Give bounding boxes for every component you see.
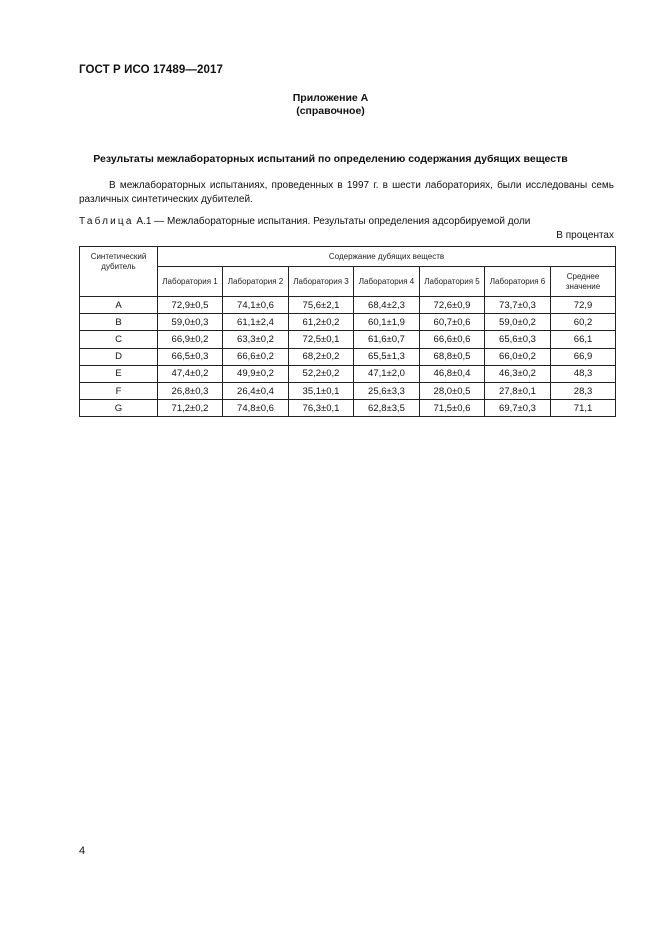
table-cell: 66,9 xyxy=(551,348,616,365)
table-cell: 60,7±0,6 xyxy=(420,314,485,331)
table-cell: 72,9 xyxy=(551,297,616,314)
table-cell: 68,8±0,5 xyxy=(420,348,485,365)
table-cell: 52,2±0,2 xyxy=(289,365,354,382)
table-cell: 74,8±0,6 xyxy=(223,400,289,417)
table-cell: 66,0±0,2 xyxy=(485,348,551,365)
table-cell: 46,3±0,2 xyxy=(485,365,551,382)
table-cell: 65,6±0,3 xyxy=(485,331,551,348)
table-caption xyxy=(79,216,530,227)
table-cell: 68,2±0,2 xyxy=(289,348,354,365)
table-cell: 76,3±0,1 xyxy=(289,400,354,417)
table-cell: 66,9±0,2 xyxy=(158,331,223,348)
header-synthetic-tanning-agent: Синтетический дубитель xyxy=(80,247,158,297)
table-cell: 66,6±0,2 xyxy=(223,348,289,365)
table-cell: 72,9±0,5 xyxy=(158,297,223,314)
table-cell: 71,1 xyxy=(551,400,616,417)
table-cell: 75,6±2,1 xyxy=(289,297,354,314)
row-label: C xyxy=(80,331,158,348)
table-cell: 66,1 xyxy=(551,331,616,348)
header-column-mean: Среднее значение xyxy=(551,267,616,297)
section-title: Результаты межлабораторных испытаний по определению содержания дубящих веществ xyxy=(93,153,568,165)
row-label: D xyxy=(80,348,158,365)
table-cell: 27,8±0,1 xyxy=(485,382,551,399)
table-cell: 47,4±0,2 xyxy=(158,365,223,382)
table-cell: 60,1±1,9 xyxy=(354,314,420,331)
table-unit-note: В процентах xyxy=(556,230,614,241)
header-column-lab-6: Лаборатория 6 xyxy=(485,267,551,297)
table-cell: 62,8±3,5 xyxy=(354,400,420,417)
table-cell: 72,5±0,1 xyxy=(289,331,354,348)
table-row xyxy=(80,400,616,417)
table-cell: 66,5±0,3 xyxy=(158,348,223,365)
row-label: B xyxy=(80,314,158,331)
header-column-lab-3: Лаборатория 3 xyxy=(289,267,354,297)
row-label: A xyxy=(80,297,158,314)
results-table-body xyxy=(80,297,616,417)
table-cell: 49,9±0,2 xyxy=(223,365,289,382)
table-cell: 72,6±0,9 xyxy=(420,297,485,314)
header-column-lab-1: Лаборатория 1 xyxy=(158,267,223,297)
document-code: ГОСТ Р ИСО 17489—2017 xyxy=(79,64,224,76)
table-cell: 26,8±0,3 xyxy=(158,382,223,399)
table-cell: 47,1±2,0 xyxy=(354,365,420,382)
table-cell: 71,2±0,2 xyxy=(158,400,223,417)
header-column-lab-2: Лаборатория 2 xyxy=(223,267,289,297)
table-cell: 25,6±3,3 xyxy=(354,382,420,399)
row-label: E xyxy=(80,365,158,382)
table-cell: 61,1±2,4 xyxy=(223,314,289,331)
table-row xyxy=(80,297,616,314)
table-cell: 35,1±0,1 xyxy=(289,382,354,399)
table-cell: 28,0±0,5 xyxy=(420,382,485,399)
table-cell: 60,2 xyxy=(551,314,616,331)
table-cell: 65,5±1,3 xyxy=(354,348,420,365)
table-cell: 68,4±2,3 xyxy=(354,297,420,314)
table-caption-text: А.1 — Межлабораторные испытания. Результаты определения адсорбируемой доли xyxy=(133,216,531,227)
table-cell: 46,8±0,4 xyxy=(420,365,485,382)
page-number: 4 xyxy=(79,845,86,857)
table-cell: 26,4±0,4 xyxy=(223,382,289,399)
table-cell: 28,3 xyxy=(551,382,616,399)
table-row xyxy=(80,365,616,382)
table-row xyxy=(80,314,616,331)
table-row xyxy=(80,348,616,365)
table-cell: 61,2±0,2 xyxy=(289,314,354,331)
table-row xyxy=(80,382,616,399)
table-cell: 59,0±0,3 xyxy=(158,314,223,331)
table-cell: 74,1±0,6 xyxy=(223,297,289,314)
results-table xyxy=(79,246,616,417)
table-cell: 71,5±0,6 xyxy=(420,400,485,417)
table-cell: 48,3 xyxy=(551,365,616,382)
table-cell: 61,6±0,7 xyxy=(354,331,420,348)
header-column-lab-5: Лаборатория 5 xyxy=(420,267,485,297)
table-row xyxy=(80,331,616,348)
row-label: F xyxy=(80,382,158,399)
annex-kind: (справочное) xyxy=(296,105,365,117)
table-cell: 69,7±0,3 xyxy=(485,400,551,417)
header-tanning-content: Содержание дубящих веществ xyxy=(158,247,616,267)
header-column-lab-4: Лаборатория 4 xyxy=(354,267,420,297)
row-label: G xyxy=(80,400,158,417)
intro-paragraph: В межлабораторных испытаниях, проведенных в 1997 г. в шести лабораториях, были исследованы семь различных синтетических дубителей. xyxy=(79,180,614,205)
table-cell: 66,6±0,6 xyxy=(420,331,485,348)
table-cell: 63,3±0,2 xyxy=(223,331,289,348)
table-caption-label: Таблица xyxy=(79,216,134,227)
table-cell: 73,7±0,3 xyxy=(485,297,551,314)
table-cell: 59,0±0,2 xyxy=(485,314,551,331)
annex-title: Приложение А xyxy=(292,92,369,104)
